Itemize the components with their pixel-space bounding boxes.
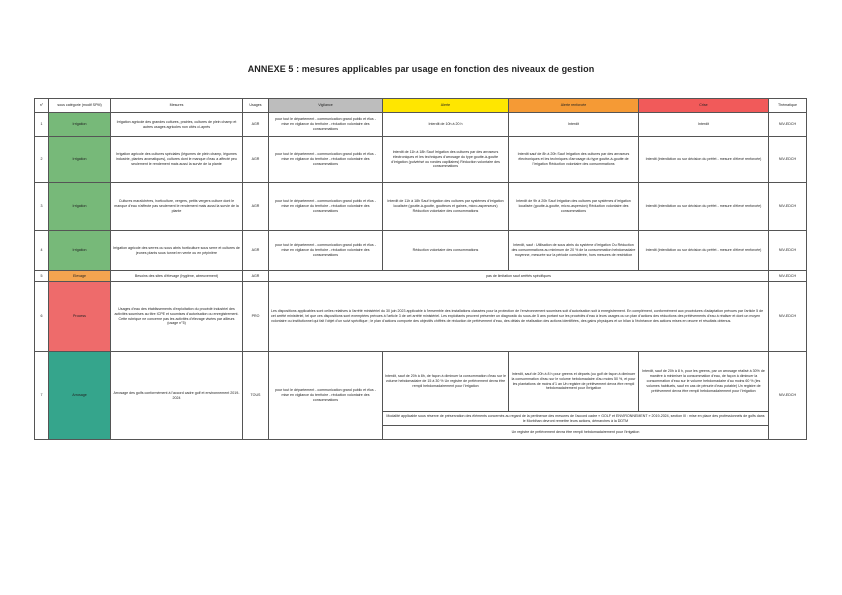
row-measure: Irrigation agricole des grandes cultures, prairies, cultures de plein champ et autres usages agricoles non cités ci-après — [111, 113, 243, 137]
table-row — [35, 282, 807, 352]
row-thematique: NIV-EDCH — [769, 113, 807, 137]
row-usage: AGR — [243, 113, 269, 137]
row-num: 7 — [35, 352, 49, 440]
row-thematique: NIV-EDCH — [769, 352, 807, 440]
row-category: Irrigation — [49, 231, 111, 271]
header-category: sous catégorie (modif SPM) — [49, 99, 111, 113]
row-usage: PRO — [243, 282, 269, 352]
row-renforcee: Interdit — [509, 113, 639, 137]
header-vigilance: Vigilance — [269, 99, 383, 113]
row-category: Irrigation — [49, 137, 111, 183]
row-renforcee: Interdit sauf de 8h à 20h Sauf Irrigation des cultures par des arroseurs électroniques et les techniques d'arrosage du type goutte-à-goutte de l'irrigation Réduction volontaire des consommations — [509, 137, 639, 183]
header-alerte-renforcee: Alerte renforcée — [509, 99, 639, 113]
page-title: ANNEXE 5 : mesures applicables par usage en fonction des niveaux de gestion — [247, 64, 595, 74]
row-usage: AGR — [243, 183, 269, 231]
row-num: 5 — [35, 271, 49, 282]
row-category: Arrosage — [49, 352, 111, 440]
row-vigilance: pour tout le département - communication grand public et élus - mise en vigilance du territoire - réduction volontaire des consommations — [269, 231, 383, 271]
row-note-golf: Modalité applicable sous réserve de préservation des éléments concernés au regard de la pertinence des mesures de l'accord cadre « GOLF et ENVIRONNEMENT » 2019-2024, section III : mise en place des professionnels de golfs dans le Morbihan devront remettre leurs actions, démarches à la DDTM — [383, 412, 769, 426]
row-measure: Irrigation agricole des serres ou sous abris horticulture sous serre et cultures de jeunes plants sous tunnel en vente ou en pépinière — [111, 231, 243, 271]
row-note-registre: Un registre de prélèvement devra être rempli hebdomadairement pour l'irrigation — [383, 426, 769, 440]
row-measure: Irrigation agricole des cultures spéciales (légumes de plein champ, légumes industrie, plantes aromatiques), cultures dont le manque d'eau a affecté peu seulement le rendement mais aussi la survie de la plante — [111, 137, 243, 183]
row-vigilance: pour tout le département - communication grand public et élus - mise en vigilance du territoire - réduction volontaire des consommations — [269, 183, 383, 231]
row-crise: Interdit (interdiction ou sur décision du préfet - mesure d'élevé renforcée) — [639, 183, 769, 231]
row-category: Process — [49, 282, 111, 352]
row-usage: AGR — [243, 137, 269, 183]
row-alerte: Interdit, sauf de 20h à 8h, de façon à diminuer la consommation d'eau sur le volume hebdomadaire de 15 à 30 % Un registre de prélèvement devra être rempli hebdomadairement pour l'irrigation — [383, 352, 509, 412]
header-measures: Mesures — [111, 99, 243, 113]
row-span-text: Les dispositions applicables sont celles relatives à l'arrêté ministériel du 30 juin 2023 applicable à l'ensemble des installations classées pour la protection de l'environnement soumises soit d'autorisation soit à enregistrement. En complément, conformément aux procédures d'adaptation prévues par l'article 5 de cet arrêté ministériel, tel que ces dispositions sont exemptées prévues à l'article 3 de cet arrêté ministériel. Les exploitants peuvent présenter un diagnostic du sous-de 5 ans portant sur les procédés d'eau à leurs usages ou un plan d'actions des réductions des prélèvements d'eau à réaliser et dont un moyen volontaire ou institutionnel qui fait l'objet d'un suivi spécifique ; le plan d'actions comporte des objectifs chiffrés de réduction de prélèvement d'eau, des délais de réalisation des actions identifiées, des gains physiques et un bilan à l'échéance des actions mises en œuvre et résultats obtenus. — [269, 282, 769, 352]
row-thematique: NIV-EDCH — [769, 282, 807, 352]
row-usage: AGR — [243, 231, 269, 271]
table-row — [35, 271, 807, 282]
row-alerte: Interdit de 10h à 20 h — [383, 113, 509, 137]
row-category: Irrigation — [49, 183, 111, 231]
table-row — [35, 352, 807, 412]
header-alerte: Alerte — [383, 99, 509, 113]
row-crise: Interdit (interdiction ou sur décision du préfet - mesure d'élevé renforcée) — [639, 231, 769, 271]
row-crise: Interdit — [639, 113, 769, 137]
header-usages: Usages — [243, 99, 269, 113]
row-usage: TOUS — [243, 352, 269, 440]
measures-table — [34, 98, 807, 440]
table-row — [35, 183, 807, 231]
row-crise: Interdit, sauf de 20h à 8 h, pour les greens, par un arrosage réalisé à 30% de manière à minimiser la consommation d'eau, de façon à diminuer la consommation d'eau sur le volume hebdomadaire d'au moins 60 % (les volumes habituels, sauf en cas de pénurie d'eau potable) Un registre de prélèvement devra être rempli hebdomadairement pour l'irrigation — [639, 352, 769, 412]
row-crise: Interdit (interdiction ou sur décision du préfet - mesure d'élevé renforcée) — [639, 137, 769, 183]
row-alerte: Interdit de 11h à 18h Sauf Irrigation des cultures par systèmes d'irrigation localisée (goutte-à-goutte, goutteurs et gaines, micro-asperseurs) Réduction volontaire des consommations — [383, 183, 509, 231]
header-crise: Crise — [639, 99, 769, 113]
row-measure: Arrosage des golfs conformément à l'accord cadre golf et environnement 2019-2024 — [111, 352, 243, 440]
header-num: n° — [35, 99, 49, 113]
row-span-text: pas de limitation sauf arrêtés spécifiques — [269, 271, 769, 282]
row-measure: Besoins des sites d'élevage (hygiène, abreuvement) — [111, 271, 243, 282]
row-num: 1 — [35, 113, 49, 137]
row-thematique: NIV-EDCH — [769, 231, 807, 271]
row-vigilance: pour tout le département - communication grand public et élus - mise en vigilance du territoire - réduction volontaire des consommations — [269, 137, 383, 183]
row-vigilance: pour tout le département - communication grand public et élus - mise en vigilance du territoire - réduction volontaire des consommations — [269, 352, 383, 440]
row-alerte: Réduction volontaire des consommations — [383, 231, 509, 271]
row-renforcee: Interdit, sauf de 20h à 8 h pour greens et départs (ou golf de façon à diminuer la consommation d'eau sur le volume hebdomadaire d'au moins 50 %, et pour les plantations de moins d'1 an Un registre de prélèvement devra être rempli hebdomadairement pour l'irrigation — [509, 352, 639, 412]
row-measure: Cultures maraîchères, horticulture, vergers, petits vergers culture dont le manque d'eau n'affecte pas seulement le rendement mais aussi la survie de la plante — [111, 183, 243, 231]
table-row — [35, 113, 807, 137]
row-category: Elevage — [49, 271, 111, 282]
row-measure: Usages d'eau des établissements d'exploitation du procédé industriel des activités soumises au titre ICPE et soumises d'autorisation ou enregistrement. Cette rubrique ne concerne pas les activités d'élevage visées par ailleurs (usage n°5) — [111, 282, 243, 352]
row-thematique: NIV-EDCH — [769, 271, 807, 282]
row-vigilance: pour tout le département - communication grand public et élus - mise en vigilance du territoire - réduction volontaire des consommations — [269, 113, 383, 137]
header-row — [35, 99, 807, 113]
row-thematique: NIV-EDCH — [769, 183, 807, 231]
row-usage: AGR — [243, 271, 269, 282]
row-num: 2 — [35, 137, 49, 183]
row-num: 4 — [35, 231, 49, 271]
row-alerte: Interdit de 11h à 18h Sauf Irrigation des cultures par des arroseurs électroniques et les techniques d'arrosage du type goutte-à-goutte d'irrigation (pulvérisé ou rondes capillaires) Réduction volontaire des consommations — [383, 137, 509, 183]
row-renforcee: Interdit, sauf : Utilisation de sous abris du système d'irrigation Ou Réduction des consommations au minimum de 20 % de la consommation hebdomadaire moyenne, mesurée sur la période considérée, hors mesures de restriction — [509, 231, 639, 271]
row-category: Irrigation — [49, 113, 111, 137]
row-num: 3 — [35, 183, 49, 231]
table-row — [35, 231, 807, 271]
table-row — [35, 137, 807, 183]
row-renforcee: Interdit de 9h à 20h Sauf Irrigation des cultures par systèmes d'irrigation localisée (goutte-à-goutte, micro-aspersion) Réduction volontaire des consommations — [509, 183, 639, 231]
header-thematique: Thématique — [769, 99, 807, 113]
row-thematique: NIV-EDCH — [769, 137, 807, 183]
row-num: 6 — [35, 282, 49, 352]
